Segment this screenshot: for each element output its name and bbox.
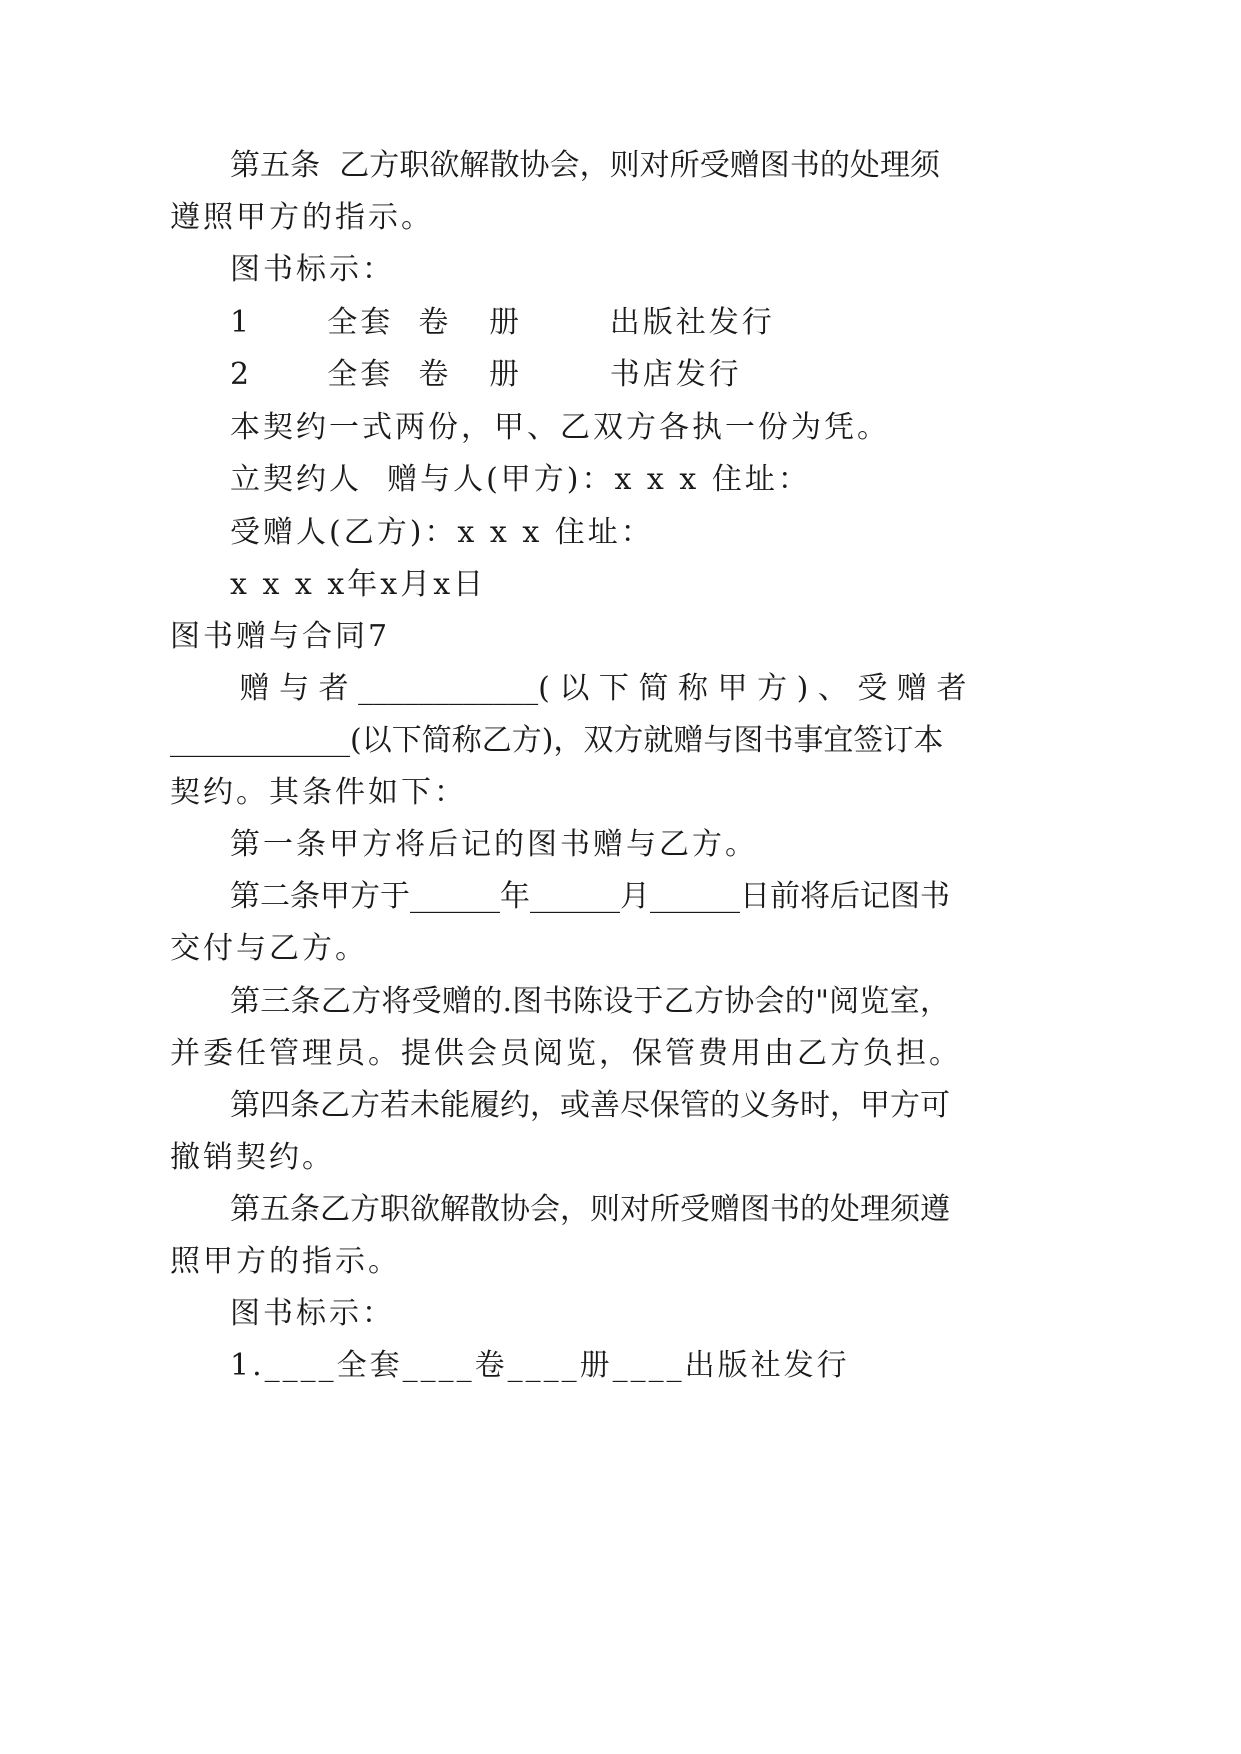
text-line: 赠 与 者 ____________( 以 下 简 称 甲 方 ) 、 受 赠 者 bbox=[230, 671, 967, 706]
text-line: 图书标示： bbox=[230, 1296, 395, 1331]
text-line: 第五条 乙方职欲解散协会，则对所受赠图书的处理须 bbox=[230, 148, 940, 183]
text-line: 第三条乙方将受赠的.图书陈设于乙方协会的"阅览室， bbox=[230, 984, 950, 1019]
text-line: 并委任管理员。提供会员阅览，保管费用由乙方负担。 bbox=[170, 1036, 962, 1071]
text-line: 第四条乙方若未能履约，或善尽保管的义务时，甲方可 bbox=[230, 1088, 950, 1123]
text-line: 遵照甲方的指示。 bbox=[170, 200, 434, 235]
text-line: 交付与乙方。 bbox=[170, 931, 368, 966]
text-line: 图书标示： bbox=[230, 252, 395, 287]
text-line: 契约。其条件如下： bbox=[170, 775, 467, 810]
text-line: 撤销契约。 bbox=[170, 1140, 335, 1175]
text-line: 第一条甲方将后记的图书赠与乙方。 bbox=[230, 827, 758, 862]
text-line: 照甲方的指示。 bbox=[170, 1244, 401, 1279]
text-line: 立契约人 赠与人(甲方)：x x x 住址： bbox=[230, 462, 811, 497]
text-line: 1 全套 卷 册 出版社发行 bbox=[230, 305, 775, 340]
text-line: ____________(以下简称乙方)，双方就赠与图书事宜签订本 bbox=[170, 723, 944, 758]
text-line: 受赠人(乙方)：x x x 住址： bbox=[230, 515, 654, 550]
text-line: 第五条乙方职欲解散协会，则对所受赠图书的处理须遵 bbox=[230, 1192, 950, 1227]
text-line: 第二条甲方于______年______月______日前将后记图书 bbox=[230, 879, 950, 914]
text-line: x x x x年x月x日 bbox=[230, 567, 487, 602]
text-line: 本契约一式两份，甲、乙双方各执一份为凭。 bbox=[230, 410, 890, 445]
text-line: 2 全套 卷 册 书店发行 bbox=[230, 357, 742, 392]
section-heading: 图书赠与合同7 bbox=[170, 619, 391, 654]
text-line: 1.____全套____卷____册____出版社发行 bbox=[230, 1348, 850, 1383]
